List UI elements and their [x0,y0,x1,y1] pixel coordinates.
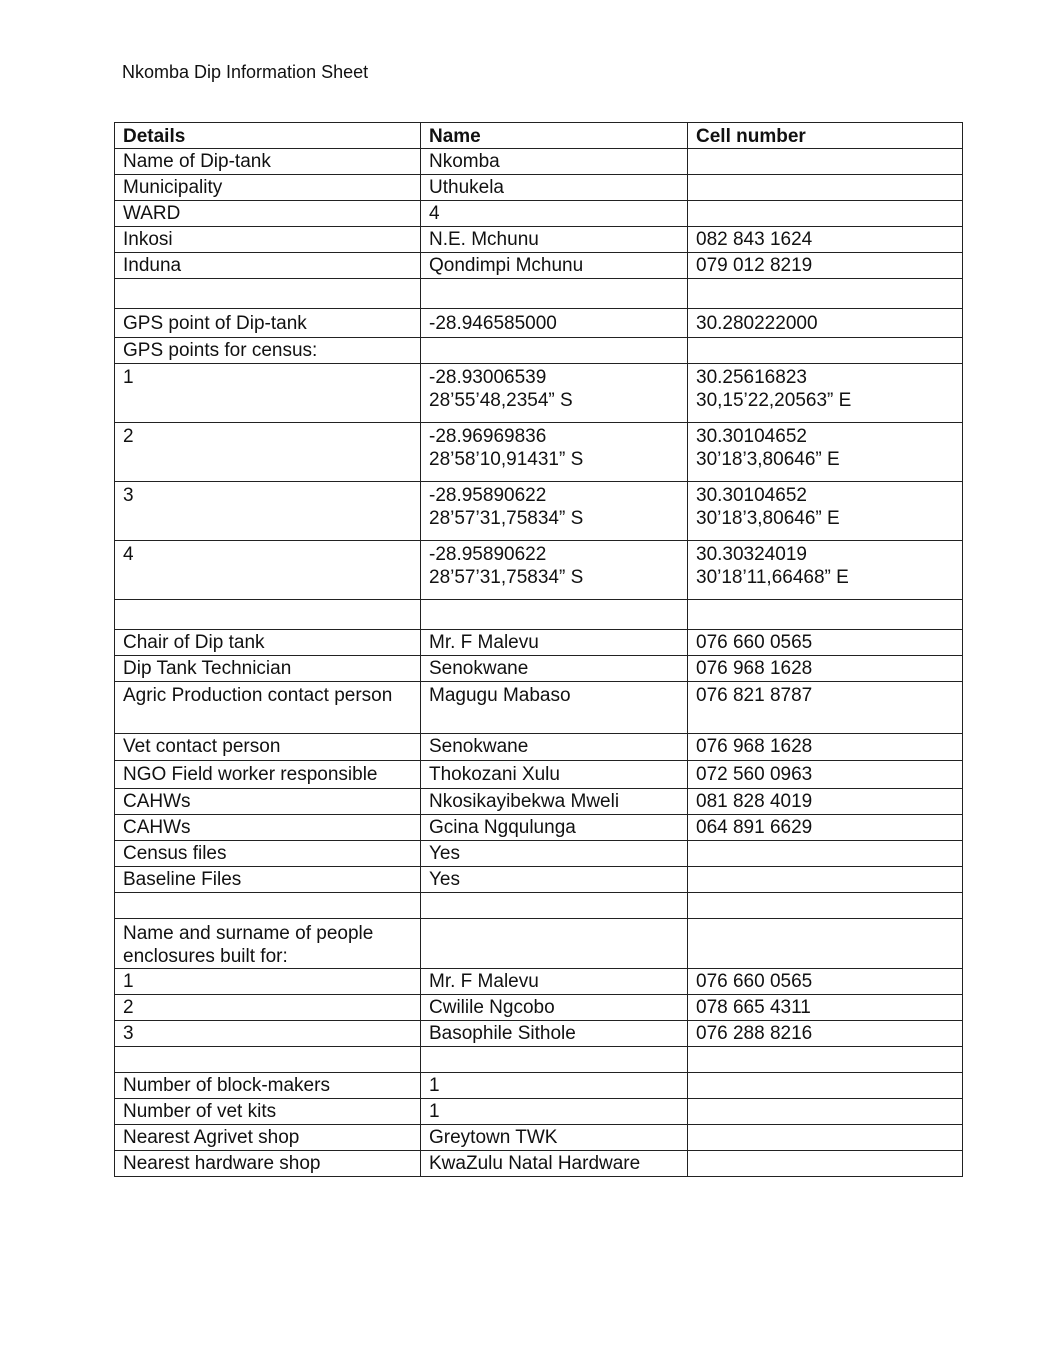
cell-cell-number [688,969,963,995]
cell-text: 30’18’11,66468” E [696,567,849,588]
cell-text: 28’55’48,2354” S [429,390,573,411]
cell-cell-number [688,253,963,279]
cell-text: 076 821 8787 [696,685,813,706]
table-row [115,867,963,893]
cell-name [421,919,688,969]
cell-text: Cwilile Ngcobo [429,997,555,1018]
cell-name [421,227,688,253]
cell-details [115,227,421,253]
cell-details [115,969,421,995]
table-row [115,149,963,175]
cell-cell-number [688,893,963,919]
cell-name [421,364,688,423]
cell-details [115,656,421,682]
table-row [115,227,963,253]
cell-details [115,867,421,893]
cell-text: 072 560 0963 [696,764,813,785]
cell-text: 30.30324019 [696,544,807,565]
cell-cell-number [688,600,963,630]
cell-text: 2 [123,997,134,1018]
table-row [115,482,963,541]
cell-text: Senokwane [429,736,529,757]
cell-cell-number [688,630,963,656]
cell-cell-number [688,482,963,541]
cell-cell-number [688,364,963,423]
cell-text: 081 828 4019 [696,791,813,812]
cell-name [421,149,688,175]
cell-cell-number [688,656,963,682]
cell-text: Magugu Mabaso [429,685,571,706]
cell-text: 4 [123,544,134,565]
table-row [115,919,963,969]
cell-text: Basophile Sithole [429,1023,576,1044]
cell-text: Uthukela [429,177,504,198]
cell-cell-number [688,201,963,227]
cell-text: Name of Dip-tank [123,151,271,172]
cell-name [421,1047,688,1073]
cell-name [421,600,688,630]
cell-text: Senokwane [429,658,529,679]
cell-text: WARD [123,203,181,224]
cell-text: 4 [429,203,440,224]
table-row [115,253,963,279]
cell-text: Chair of Dip tank [123,632,265,653]
table-row [115,1021,963,1047]
info-table [114,122,963,1177]
cell-text: 30.25616823 [696,367,807,388]
cell-text: GPS point of Dip-tank [123,313,307,334]
cell-text: 1 [429,1101,440,1122]
cell-text: Yes [429,869,460,890]
cell-text: 076 968 1628 [696,736,813,757]
cell-text: 30.30104652 [696,426,807,447]
table-row [115,600,963,630]
table-row [115,656,963,682]
table-row [115,1125,963,1151]
table-row [115,815,963,841]
cell-name [421,175,688,201]
cell-cell-number [688,1151,963,1177]
cell-details [115,919,421,969]
cell-text: 1 [123,367,134,388]
cell-text: Vet contact person [123,736,281,757]
table-row [115,1099,963,1125]
cell-details [115,995,421,1021]
cell-cell-number [688,279,963,309]
cell-text: -28.946585000 [429,313,557,334]
cell-details [115,541,421,600]
cell-name [421,1099,688,1125]
cell-text: CAHWs [123,817,191,838]
cell-cell-number [688,227,963,253]
cell-cell-number [688,423,963,482]
cell-details [115,1125,421,1151]
table-header-row [115,123,963,149]
table-row [115,682,963,734]
cell-text: Nearest hardware shop [123,1153,321,1174]
cell-text: 076 660 0565 [696,971,813,992]
cell-name [421,482,688,541]
cell-text: Nkomba [429,151,500,172]
cell-cell-number [688,789,963,815]
cell-details [115,1047,421,1073]
cell-text: Nkosikayibekwa Mweli [429,791,620,812]
cell-details [115,482,421,541]
cell-details [115,789,421,815]
cell-name [421,423,688,482]
cell-details [115,279,421,309]
cell-text: Census files [123,843,227,864]
cell-details [115,734,421,761]
cell-text: 30.280222000 [696,313,818,334]
cell-text: 30,15’22,20563” E [696,390,852,411]
cell-text: 3 [123,1023,134,1044]
cell-name [421,279,688,309]
page-title: Nkomba Dip Information Sheet [122,62,369,82]
cell-text: 076 288 8216 [696,1023,813,1044]
cell-text: 064 891 6629 [696,817,813,838]
cell-name [421,789,688,815]
cell-cell-number [688,1047,963,1073]
table-row [115,761,963,789]
cell-text: Agric Production contact person [123,685,393,706]
cell-name [421,1125,688,1151]
cell-details [115,761,421,789]
cell-text: 2 [123,426,134,447]
cell-details [115,149,421,175]
cell-cell-number [688,867,963,893]
cell-text: -28.95890622 [429,485,547,506]
table-row [115,175,963,201]
table-row [115,789,963,815]
table-row [115,423,963,482]
cell-cell-number [688,682,963,734]
cell-details [115,253,421,279]
cell-cell-number [688,841,963,867]
cell-name [421,201,688,227]
cell-name [421,630,688,656]
cell-cell-number [688,541,963,600]
table-row [115,995,963,1021]
cell-cell-number [688,309,963,338]
cell-details [115,1099,421,1125]
cell-cell-number [688,338,963,364]
cell-name [421,656,688,682]
cell-text: Name and surname of people enclosures built for: [123,923,374,967]
cell-name [421,761,688,789]
header-name: Name [421,123,688,149]
cell-text: 082 843 1624 [696,229,813,250]
header-cell-number: Cell number [688,123,963,149]
cell-text: 076 660 0565 [696,632,813,653]
cell-name [421,338,688,364]
cell-text: 1 [429,1075,440,1096]
cell-text: Yes [429,843,460,864]
cell-details [115,841,421,867]
cell-name [421,253,688,279]
cell-text: Number of block-makers [123,1075,330,1096]
cell-text: KwaZulu Natal Hardware [429,1153,641,1174]
table-row [115,541,963,600]
cell-name [421,734,688,761]
cell-text: -28.95890622 [429,544,547,565]
cell-name [421,969,688,995]
cell-name [421,841,688,867]
cell-text: Municipality [123,177,223,198]
table-row [115,969,963,995]
cell-name [421,1151,688,1177]
cell-cell-number [688,919,963,969]
cell-cell-number [688,1099,963,1125]
cell-details [115,682,421,734]
cell-cell-number [688,175,963,201]
cell-details [115,1021,421,1047]
cell-text: -28.96969836 [429,426,547,447]
table-row [115,734,963,761]
cell-text: 078 665 4311 [696,997,811,1018]
cell-cell-number [688,734,963,761]
cell-cell-number [688,1125,963,1151]
cell-cell-number [688,1073,963,1099]
cell-details [115,1151,421,1177]
cell-details [115,893,421,919]
cell-text: 28’57’31,75834” S [429,567,584,588]
cell-cell-number [688,995,963,1021]
cell-text: Thokozani Xulu [429,764,560,785]
cell-text: 30’18’3,80646” E [696,449,840,470]
cell-details [115,201,421,227]
cell-name [421,815,688,841]
header-details: Details [115,123,421,149]
cell-text: Gcina Ngqulunga [429,817,576,838]
cell-cell-number [688,761,963,789]
cell-cell-number [688,1021,963,1047]
cell-text: Baseline Files [123,869,242,890]
cell-text: 1 [123,971,134,992]
cell-details [115,309,421,338]
table-row [115,338,963,364]
cell-text: Mr. F Malevu [429,632,539,653]
table-row [115,630,963,656]
cell-text: -28.93006539 [429,367,547,388]
cell-text: 076 968 1628 [696,658,813,679]
cell-text: Inkosi [123,229,173,250]
cell-name [421,995,688,1021]
cell-name [421,1021,688,1047]
cell-name [421,682,688,734]
cell-text: Number of vet kits [123,1101,277,1122]
cell-name [421,541,688,600]
table-row [115,309,963,338]
cell-details [115,815,421,841]
table-row [115,279,963,309]
cell-details [115,600,421,630]
cell-text: 28’58’10,91431” S [429,449,584,470]
cell-name [421,1073,688,1099]
table-row [115,201,963,227]
cell-name [421,309,688,338]
cell-text: 079 012 8219 [696,255,813,276]
cell-details [115,1073,421,1099]
cell-text: GPS points for census: [123,340,318,361]
cell-text: 30.30104652 [696,485,807,506]
cell-text: CAHWs [123,791,191,812]
table-row [115,893,963,919]
cell-cell-number [688,149,963,175]
cell-name [421,867,688,893]
cell-text: Greytown TWK [429,1127,558,1148]
cell-details [115,423,421,482]
table-row [115,841,963,867]
table-row [115,1151,963,1177]
cell-details [115,175,421,201]
table-row [115,364,963,423]
cell-text: Qondimpi Mchunu [429,255,584,276]
cell-cell-number [688,815,963,841]
cell-text: 30’18’3,80646” E [696,508,840,529]
cell-text: 3 [123,485,134,506]
cell-text: Dip Tank Technician [123,658,292,679]
cell-details [115,630,421,656]
table-row [115,1073,963,1099]
cell-text: Mr. F Malevu [429,971,539,992]
cell-details [115,364,421,423]
cell-text: Induna [123,255,182,276]
cell-text: 28’57’31,75834” S [429,508,584,529]
cell-text: N.E. Mchunu [429,229,539,250]
cell-text: NGO Field worker responsible [123,764,378,785]
cell-details [115,338,421,364]
cell-text: Nearest Agrivet shop [123,1127,300,1148]
cell-name [421,893,688,919]
table-row [115,1047,963,1073]
